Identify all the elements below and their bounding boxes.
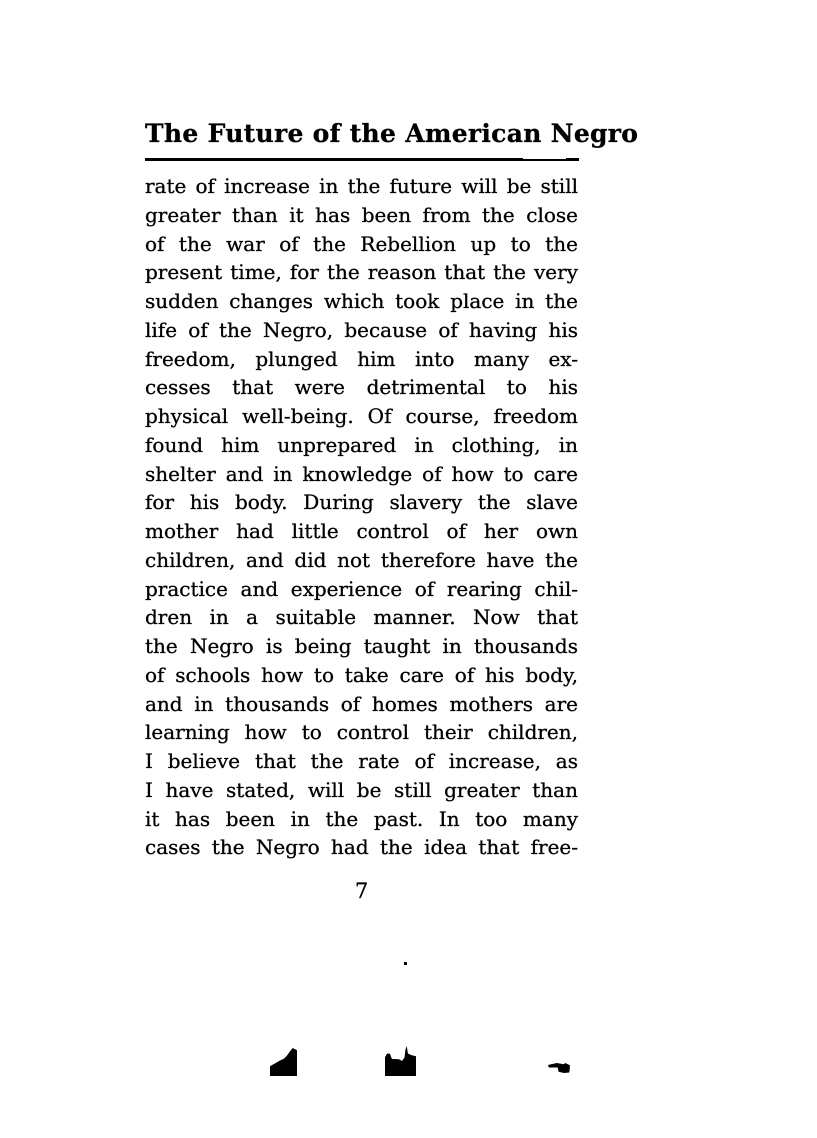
scan-speck: [404, 962, 407, 965]
text-line: learning how to control their children,: [145, 720, 578, 745]
text-line: physical well-being. Of course, freedom: [145, 404, 578, 428]
text-line: cesses that were detrimental to his: [145, 375, 578, 400]
text-line: I believe that the rate of increase, as: [145, 749, 578, 773]
text-line: sudden changes which took place in the: [145, 289, 578, 313]
text-line: present time, for the reason that the very: [145, 260, 578, 285]
header-rule: [145, 158, 579, 161]
scan-smudge-center: [385, 1046, 416, 1076]
page-number: 7: [354, 879, 369, 903]
text-line: for his body. During slavery the slave: [145, 490, 578, 515]
text-line: shelter and in knowledge of how to care: [145, 461, 578, 486]
text-line: greater than it has been from the close: [145, 202, 578, 227]
text-line: dren in a suitable manner. Now that: [145, 605, 578, 630]
running-header-title: The Future of the American Negro: [145, 119, 639, 148]
scan-smudge-right: [548, 1063, 570, 1073]
text-line: and in thousands of homes mothers are: [145, 691, 578, 716]
text-line: children, and did not therefore have the: [145, 547, 578, 572]
text-line: life of the Negro, because of having his: [145, 317, 578, 342]
text-line: practice and experience of rearing chil-: [145, 576, 578, 601]
text-line: rate of increase in the future will be still: [145, 174, 578, 198]
text-line: of schools how to take care of his body,: [145, 662, 578, 687]
body-text: [145, 172, 578, 862]
text-line: cases the Negro had the idea that free-: [145, 835, 578, 860]
text-line: found him unprepared in clothing, in: [145, 432, 578, 457]
scan-smudge-left: [270, 1048, 297, 1076]
text-line: mother had little control of her own: [145, 519, 578, 543]
text-line: I have stated, will be still greater than: [145, 777, 578, 802]
text-line: it has been in the past. In too many: [145, 806, 578, 831]
text-line: of the war of the Rebellion up to the: [145, 231, 578, 256]
text-line: freedom, plunged him into many ex-: [145, 346, 578, 371]
text-line: the Negro is being taught in thousands: [145, 634, 578, 658]
